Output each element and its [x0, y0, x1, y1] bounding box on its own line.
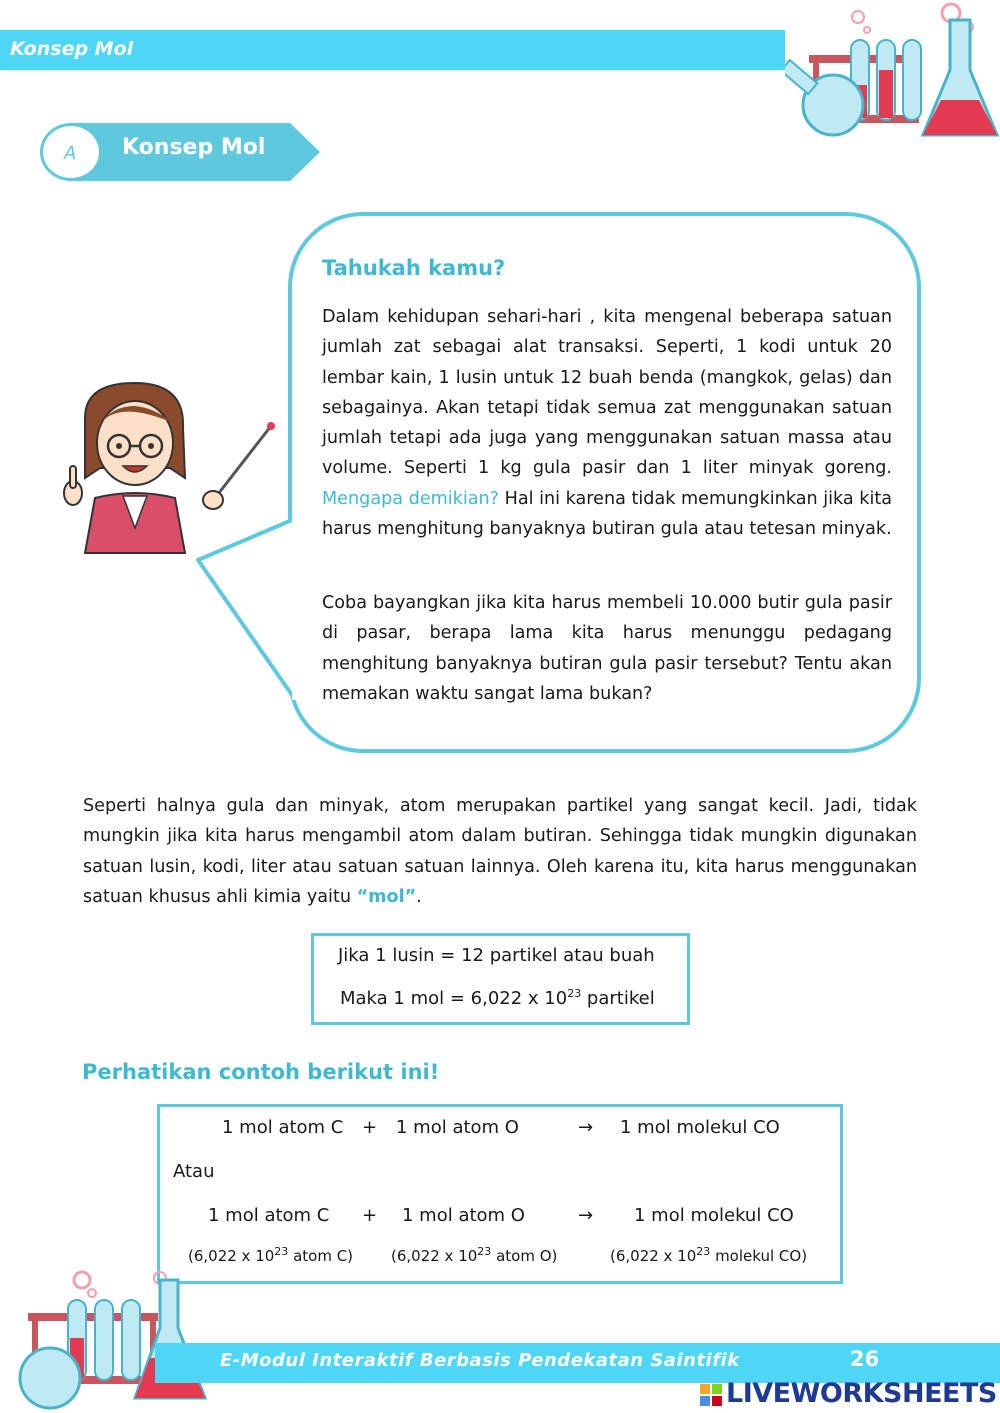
section-title: Konsep Mol [122, 135, 266, 160]
bubble-text: Hal ini karena tidak memungkinkan jika kita harus menghitung banyaknya butiran gula atau tetesan minyak. [322, 488, 893, 540]
footer-title: E-Modul Interaktif Berbasis Pendekatan Saintifik [220, 1350, 740, 1371]
bubble-paragraph-1 [322, 302, 892, 544]
definition-line-2 [340, 988, 655, 1009]
row2-arrow: → [578, 1205, 594, 1226]
lab-glassware-icon [785, 0, 1000, 150]
row2-product: 1 mol molekul CO [634, 1205, 794, 1226]
row3-count-o: (6,022 x $10^{23}$ atom O) [391, 1245, 558, 1265]
row2-reactant-c: 1 mol atom C [208, 1205, 330, 1226]
body-end: . [416, 886, 422, 907]
row2-reactant-o: 1 mol atom O [402, 1205, 525, 1226]
example-heading: Perhatikan contoh berikut ini! [82, 1060, 440, 1084]
row2-plus: + [362, 1205, 378, 1226]
row1-reactant-o: 1 mol atom O [396, 1117, 519, 1138]
def-text: Maka 1 mol = 6,022 x 10 [340, 988, 568, 1009]
mol-word: “mol” [356, 886, 417, 907]
def-exponent: 23 [567, 987, 582, 1000]
bubble-paragraph-2: Coba bayangkan jika kita harus membeli 10.000 butir gula pasir di pasar, berapa lama kita harus menunggu pedagang menghitung banyaknya butiran gula pasir tersebut? Tentu akan memakan waktu sangat lama bukan? [322, 593, 892, 704]
speech-bubble-tail [196, 520, 316, 720]
brand-text: LIVEWORKSHEETS [726, 1378, 997, 1409]
bubble-text: Dalam kehidupan sehari-hari , kita mengenal beberapa satuan jumlah zat sebagai alat transaksi. Seperti, 1 kodi untuk 20 lembar kain, 1 lusin untuk 12 buah benda (mangkok, gelas) dan sebagainya. Akan tetapi tidak semua zat menggunakan satuan jumlah tetapi ada juga yang menggunakan satuan massa atau volume. Seperti 1 kg gula pasir dan 1 liter minyak goreng. [322, 307, 892, 479]
row3-count-co: (6,022 x $10^{23}$ molekul CO) [610, 1245, 808, 1265]
page-number: 26 [850, 1347, 880, 1371]
atau-label: Atau [173, 1161, 215, 1182]
section-tag [40, 123, 320, 181]
highlight-question: Mengapa demikian? [322, 488, 500, 509]
row1-product: 1 mol molekul CO [620, 1117, 780, 1138]
lab-glassware-bottom-icon [0, 1268, 215, 1413]
row1-plus: + [362, 1117, 378, 1138]
liveworksheets-logo-icon [700, 1384, 722, 1406]
section-letter: A [64, 143, 77, 164]
header-title: Konsep Mol [10, 38, 134, 60]
body-text: Seperti halnya gula dan minyak, atom merupakan partikel yang sangat kecil. Jadi, tidak mungkin jika kita harus mengambil atom dalam butiran. Sehingga tidak mungkin digunakan satuan lusin, kodi, liter atau satuan satuan lainnya. Oleh karena itu, kita harus menggunakan satuan khusus ahli kimia yaitu [83, 796, 917, 907]
row1-arrow: → [578, 1117, 594, 1138]
definition-line-1: Jika 1 lusin = 12 partikel atau buah [338, 945, 655, 966]
row3-count-c: (6,022 x $10^{23}$ atom C) [188, 1245, 354, 1265]
bubble-heading: Tahukah kamu? [322, 256, 506, 280]
def-text: partikel [581, 988, 655, 1009]
body-paragraph [83, 791, 917, 912]
row1-reactant-c: 1 mol atom C [222, 1117, 344, 1138]
